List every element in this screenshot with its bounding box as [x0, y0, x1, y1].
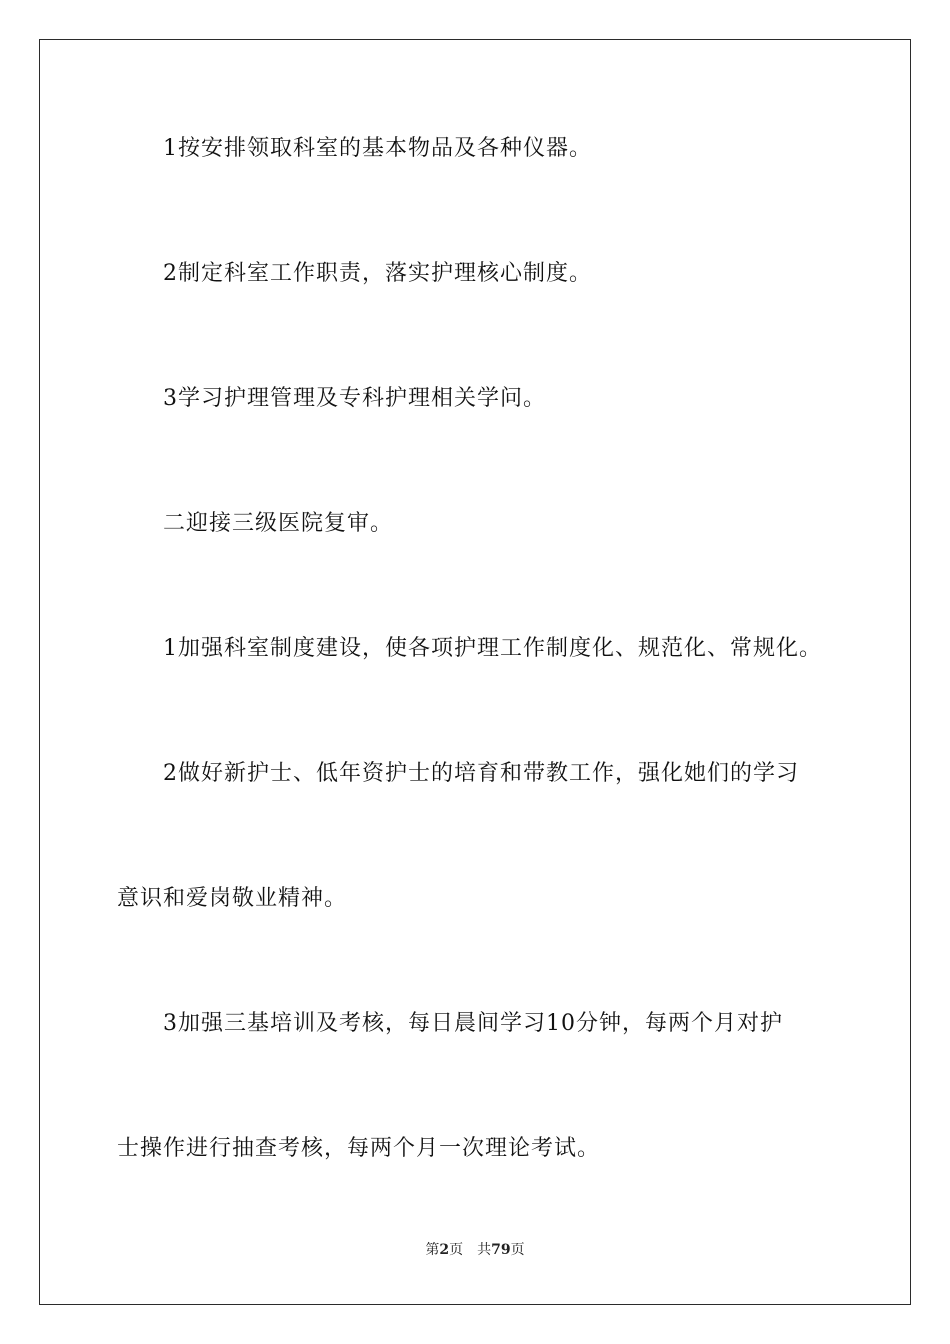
paragraph-line-2: 2制定科室工作职责，落实护理核心制度。 — [163, 261, 592, 286]
page-border — [39, 39, 911, 1305]
page-footer — [0, 1240, 950, 1260]
paragraph-line-3: 3学习护理管理及专科护理相关学问。 — [163, 386, 546, 411]
paragraph-line-5: 1加强科室制度建设，使各项护理工作制度化、规范化、常规化。 — [163, 636, 822, 661]
paragraph-line-7: 意识和爱岗敬业精神。 — [117, 886, 348, 911]
paragraph-line-8: 3加强三基培训及考核，每日晨间学习10分钟，每两个月对护 — [163, 1011, 783, 1036]
page-suffix: 页 — [449, 1242, 464, 1258]
total-prefix: 共 — [477, 1242, 492, 1258]
paragraph-line-9: 士操作进行抽查考核，每两个月一次理论考试。 — [117, 1136, 601, 1161]
paragraph-line-1: 1按安排领取科室的基本物品及各种仪器。 — [163, 136, 592, 161]
paragraph-line-6: 2做好新护士、低年资护士的培育和带教工作，强化她们的学习 — [163, 761, 799, 786]
page-number: 2 — [439, 1242, 450, 1258]
total-pages: 79 — [491, 1242, 511, 1258]
page-prefix: 第 — [425, 1242, 440, 1258]
section-heading: 二迎接三级医院复审。 — [163, 511, 394, 536]
total-suffix: 页 — [510, 1242, 525, 1258]
